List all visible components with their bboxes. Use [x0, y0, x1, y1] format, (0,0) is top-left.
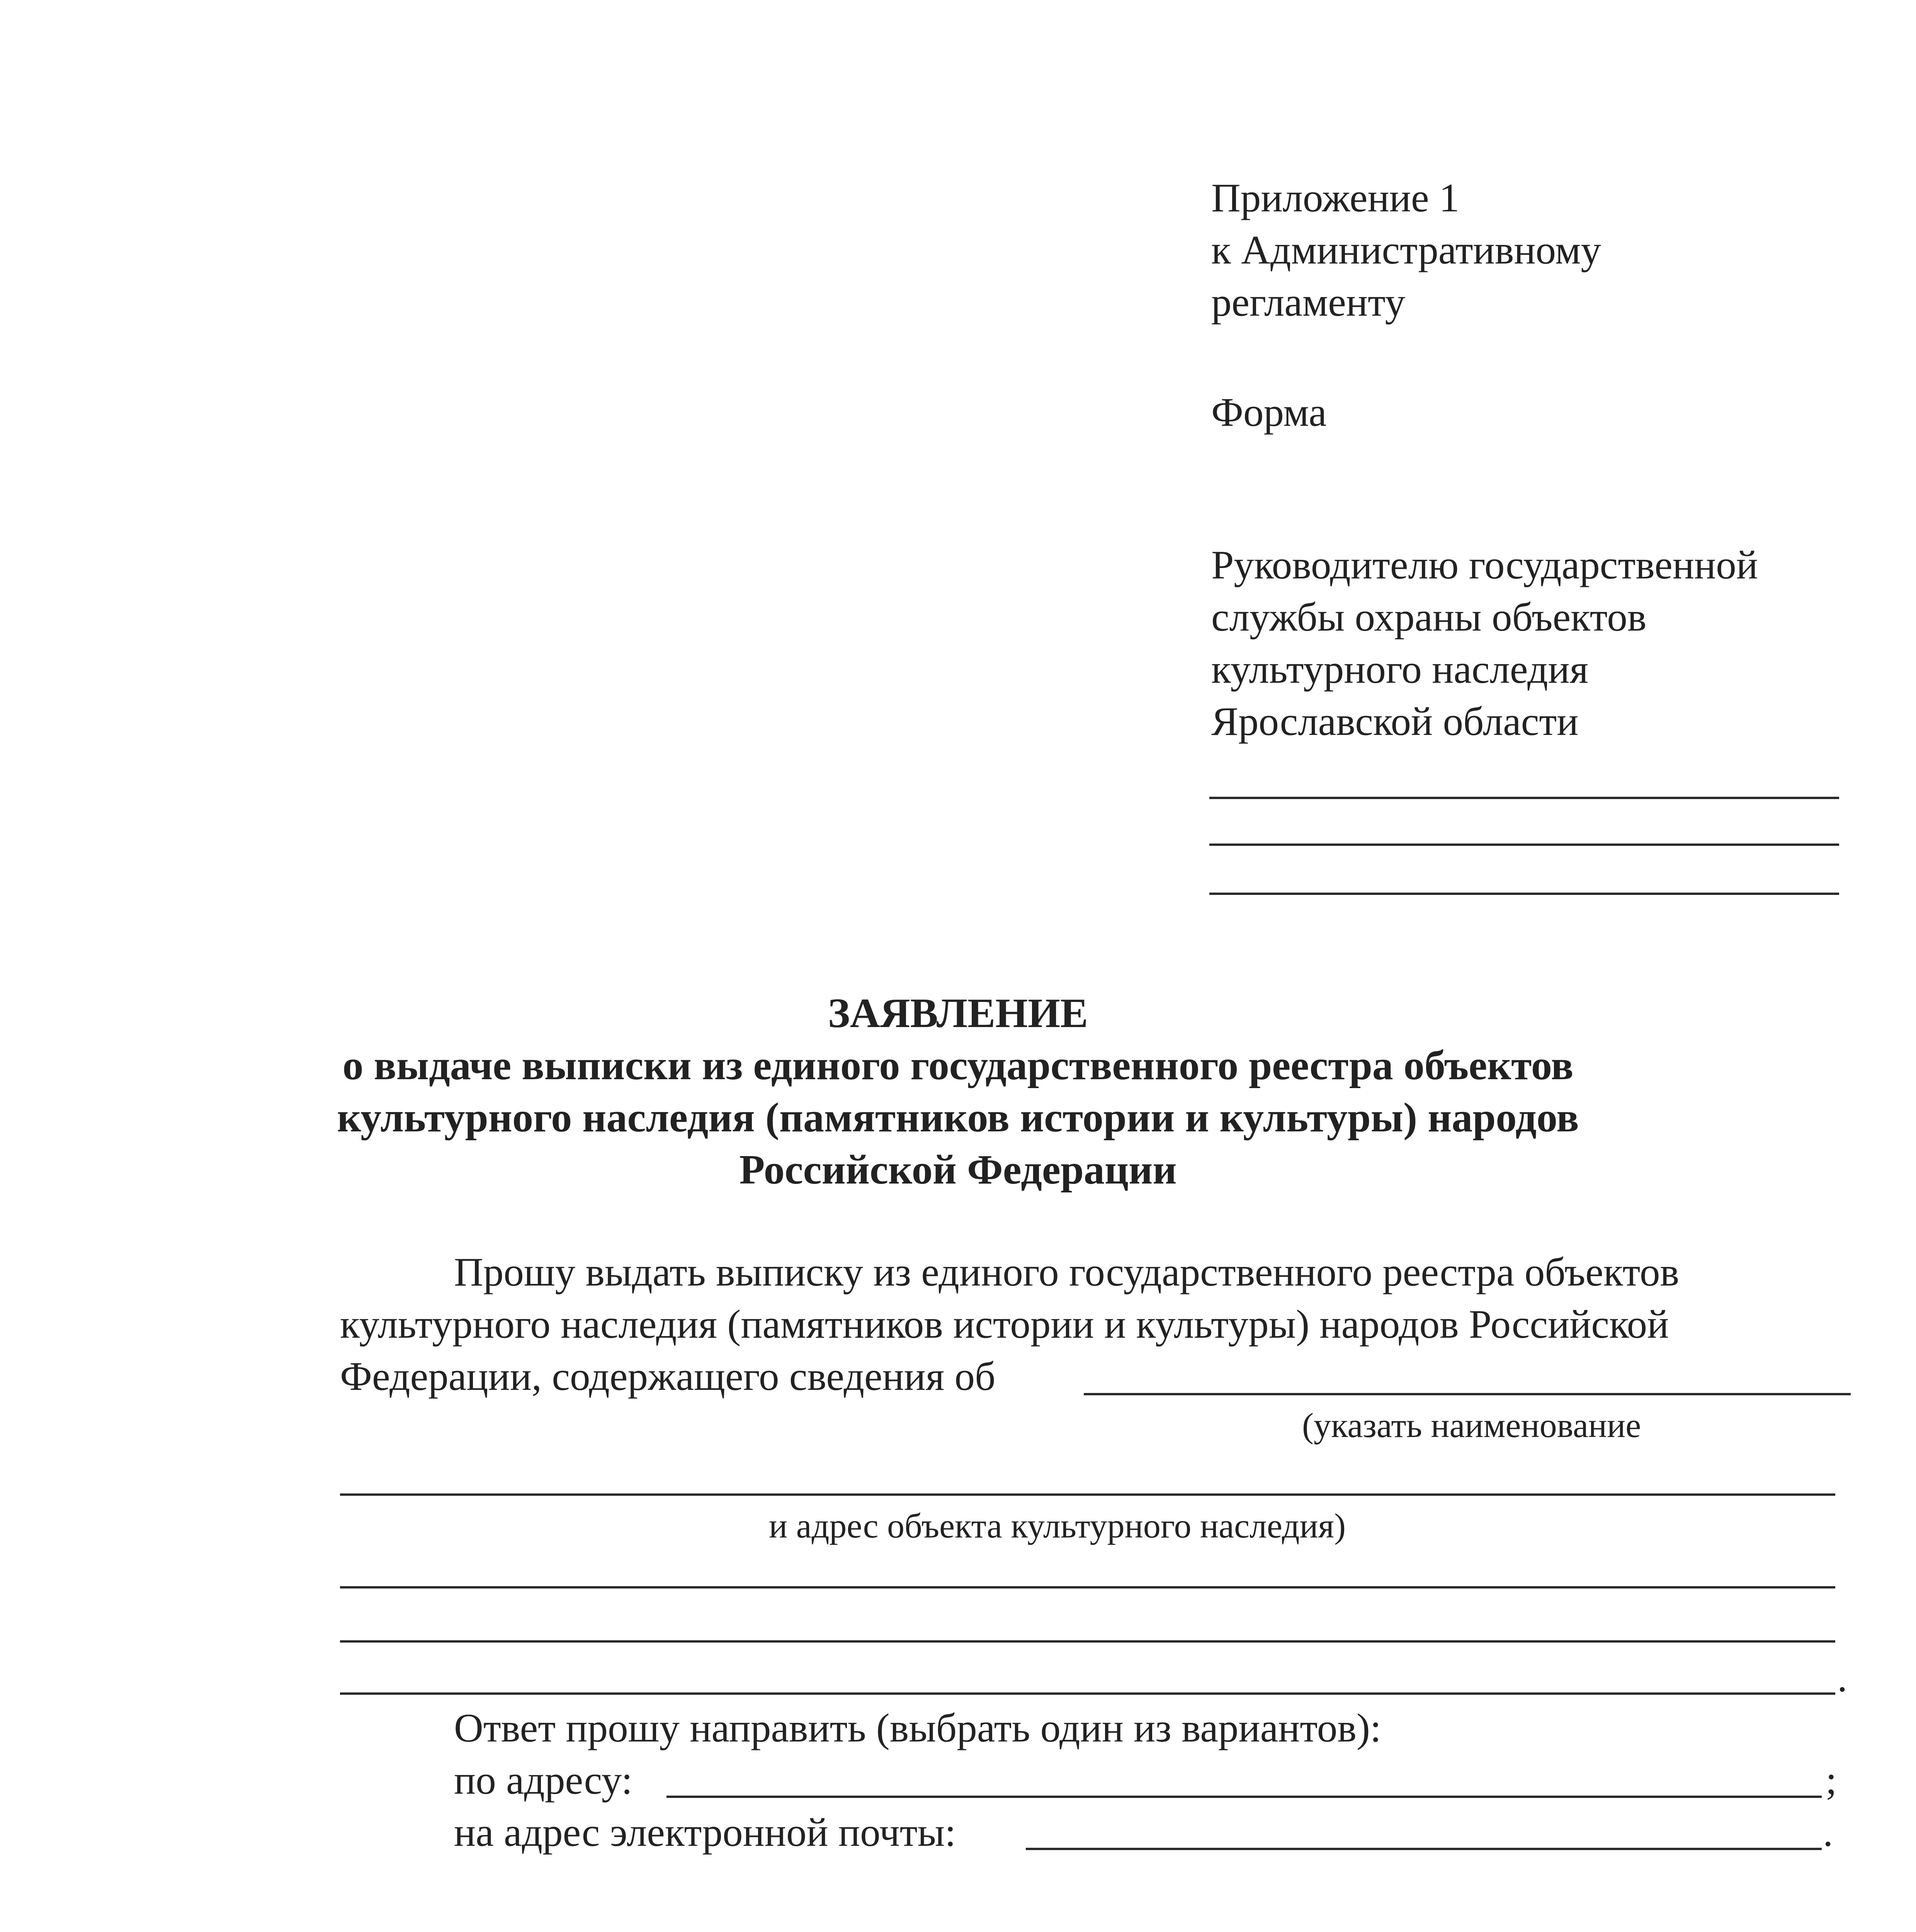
by-address-label: по адресу:	[454, 1757, 633, 1803]
addressee-line-3: культурного наследия	[1211, 646, 1589, 692]
request-line-1: Прошу выдать выписку из единого государственного реестра объектов	[454, 1249, 1680, 1294]
document-subtitle-line-3: Российской Федерации	[739, 1147, 1177, 1193]
object-field-line-5[interactable]	[340, 1692, 1835, 1695]
annex-line-3: регламенту	[1211, 279, 1406, 325]
addressee-line-4: Ярославской области	[1211, 699, 1579, 744]
object-field-period: .	[1837, 1655, 1848, 1700]
hint-object-name: (указать наименование	[1302, 1406, 1641, 1445]
annex-line-1: Приложение 1	[1211, 175, 1460, 220]
document-subtitle-line-2: культурного наследия (памятников истории и культуры) народов	[337, 1095, 1579, 1141]
form-label: Форма	[1211, 389, 1327, 435]
annex-line-2: к Административному	[1211, 227, 1601, 272]
addressee-line-1: Руководителю государственной	[1211, 542, 1758, 587]
by-email-label: на адрес электронной почты:	[454, 1810, 956, 1855]
object-field-line-4[interactable]	[340, 1640, 1835, 1643]
email-input[interactable]	[1026, 1848, 1822, 1850]
hint-object-address: и адрес объекта культурного наследия)	[769, 1507, 1346, 1545]
by-address-end: ;	[1826, 1757, 1837, 1803]
object-field-line-3[interactable]	[340, 1586, 1835, 1588]
object-name-field[interactable]	[1084, 1393, 1851, 1395]
addressee-field-3[interactable]	[1209, 893, 1839, 895]
address-input[interactable]	[666, 1796, 1822, 1798]
addressee-field-2[interactable]	[1209, 844, 1839, 846]
addressee-line-2: службы охраны объектов	[1211, 594, 1647, 639]
request-line-3: Федерации, содержащего сведения об	[340, 1354, 996, 1399]
by-email-end: .	[1823, 1810, 1833, 1855]
document-title: ЗАЯВЛЕНИЕ	[828, 990, 1088, 1036]
request-line-2: культурного наследия (памятников истории и культуры) народов Российской	[340, 1301, 1669, 1347]
document-subtitle-line-1: о выдаче выписки из единого государственного реестра объектов	[342, 1043, 1574, 1088]
response-intro: Ответ прошу направить (выбрать один из вариантов):	[454, 1705, 1382, 1750]
object-field-line-2[interactable]	[340, 1493, 1835, 1496]
addressee-field-1[interactable]	[1209, 797, 1839, 799]
